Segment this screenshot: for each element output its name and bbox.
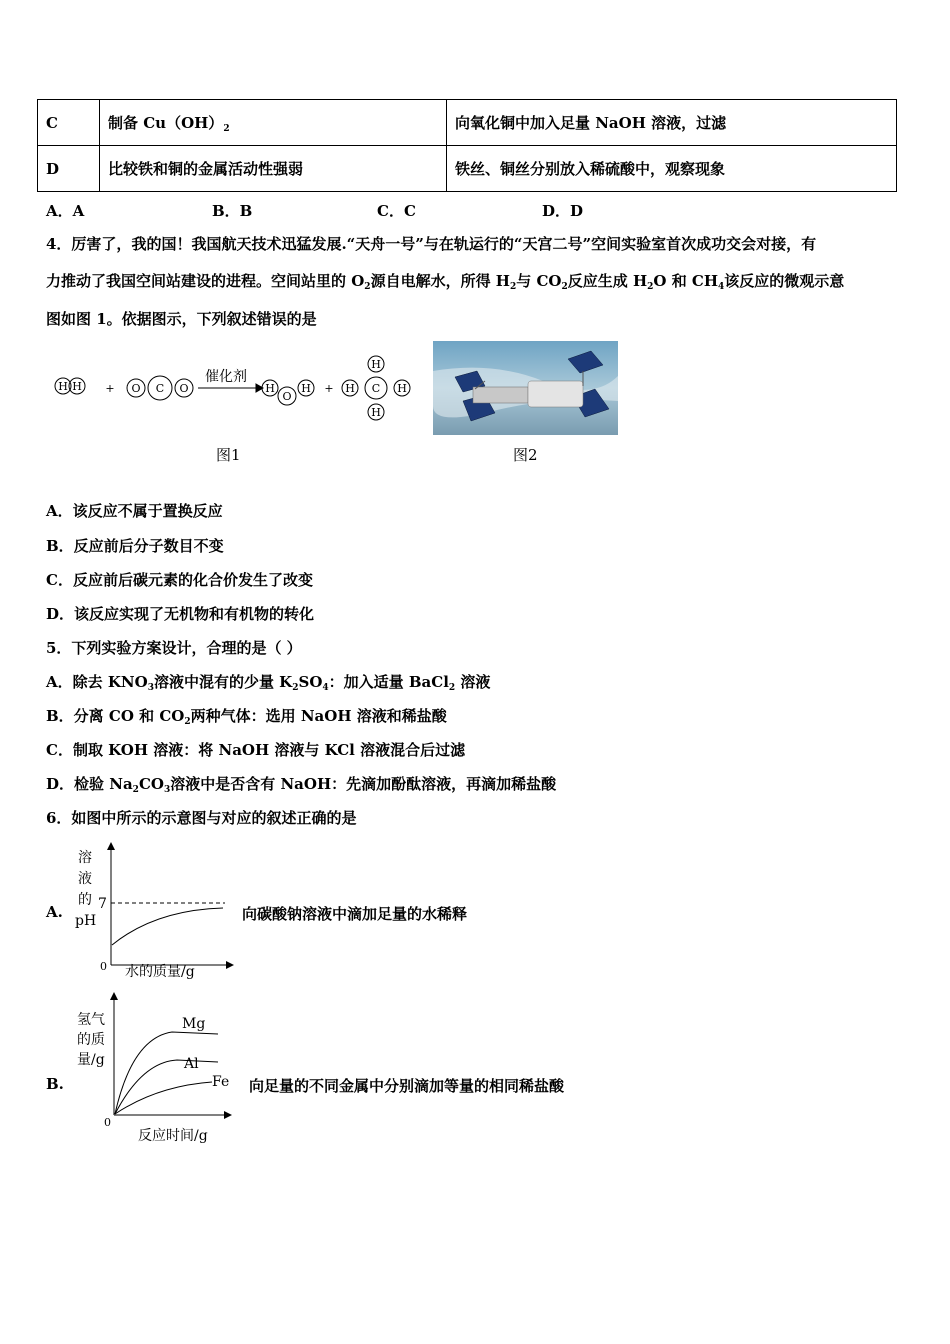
q6-option-a-label[interactable]: A. (46, 903, 63, 921)
svg-text:H: H (265, 382, 275, 395)
q5-option-d[interactable]: D．检验 $Na_2CO_3$溶液中是否含有 NaOH：先滴加酚酞溶液，再滴加稀盐酸 (46, 775, 557, 795)
y-tick-7: 7 (98, 896, 107, 912)
q3-option-b[interactable]: B．B (212, 202, 253, 220)
svg-text:+: + (324, 382, 334, 395)
svg-text:O: O (131, 382, 141, 395)
svg-text:C: C (155, 382, 165, 395)
series-label-fe: Fe (212, 1074, 230, 1090)
svg-text:H: H (72, 380, 82, 393)
catalyst-label: 催化剂 (205, 369, 247, 385)
y-label: 氢气 (77, 1012, 105, 1028)
row-label: D (38, 146, 100, 192)
q3-option-c[interactable]: C．C (377, 202, 416, 220)
svg-text:H: H (345, 382, 355, 395)
q5-option-b[interactable]: B．分离 CO 和 $CO_2$两种气体：选用 NaOH 溶液和稀盐酸 (46, 707, 447, 727)
q4-stem-line2: 力推动了我国空间站建设的进程。空间站里的 $O_2$源自电解水，所得 $H_2$与 $CO_2$反应生成 $H_2O$ 和 $CH_4$该反应的微观示意 (46, 272, 845, 292)
series-label-mg: Mg (182, 1016, 206, 1032)
y-label: pH (75, 913, 97, 929)
y-label: 的 (78, 892, 92, 908)
table-row (38, 100, 897, 146)
q5-option-a[interactable]: A．除去 $KNO_3$溶液中混有的少量 $K_2SO_4$：加入适量 BaCl$_2$ 溶液 (46, 673, 491, 693)
q6-stem: 6．如图中所示的示意图与对应的叙述正确的是 (46, 809, 357, 827)
q3-option-a[interactable]: A．A (46, 202, 85, 220)
q6-option-b-desc: 向足量的不同金属中分别滴加等量的相同稀盐酸 (249, 1077, 565, 1095)
q4-stem-line3: 图如图 1。依据图示，下列叙述错误的是 (46, 310, 317, 328)
hydrogen-mass-graph (72, 990, 242, 1145)
svg-text:O: O (179, 382, 189, 395)
q6-option-b-label[interactable]: B. (46, 1075, 64, 1093)
svg-text:H: H (301, 382, 311, 395)
origin-label: 0 (104, 1116, 111, 1129)
q3-option-d[interactable]: D．D (542, 202, 584, 220)
space-station-image (433, 341, 618, 435)
q5-stem: 5．下列实验方案设计，合理的是（ ） (46, 639, 302, 657)
svg-text:H: H (371, 406, 381, 419)
svg-text:H: H (371, 358, 381, 371)
svg-text:+: + (105, 382, 115, 395)
svg-text:H: H (397, 382, 407, 395)
figure1-caption: 图1 (216, 446, 241, 464)
x-label: 水的质量/g (125, 964, 195, 980)
row-task: 比较铁和铜的金属活动性强弱 (100, 146, 447, 192)
reaction-diagram (48, 350, 418, 430)
experiment-table (37, 99, 897, 192)
row-task: 制备 $Cu(OH)_2$ (100, 100, 447, 146)
svg-text:O: O (282, 390, 292, 403)
q4-option-a[interactable]: A．该反应不属于置换反应 (46, 502, 223, 520)
svg-text:C: C (371, 382, 381, 395)
svg-text:H: H (58, 380, 68, 393)
y-label: 量/g (77, 1052, 105, 1068)
table-row (38, 146, 897, 192)
row-method: 向氧化铜中加入足量 NaOH 溶液，过滤 (447, 100, 897, 146)
y-label: 溶 (78, 850, 92, 866)
q4-stem-line1: 4．厉害了，我的国！我国航天技术迅猛发展.“天舟一号”与在轨运行的“天宫二号”空间实验室首次成功交会对接，有 (46, 235, 817, 253)
figure2-caption: 图2 (513, 446, 538, 464)
x-label: 反应时间/g (138, 1128, 208, 1144)
q4-option-c[interactable]: C．反应前后碳元素的化合价发生了改变 (46, 571, 313, 589)
q4-option-b[interactable]: B．反应前后分子数目不变 (46, 537, 224, 555)
y-label: 液 (78, 871, 92, 887)
q4-option-d[interactable]: D．该反应实现了无机物和有机物的转化 (46, 605, 315, 623)
q5-option-c[interactable]: C．制取 KOH 溶液：将 NaOH 溶液与 KCl 溶液混合后过滤 (46, 741, 466, 759)
ph-dilution-graph (70, 840, 240, 980)
row-label: C (38, 100, 100, 146)
q6-option-a-desc: 向碳酸钠溶液中滴加足量的水稀释 (242, 905, 468, 923)
origin-label: 0 (100, 960, 107, 973)
series-label-al: Al (184, 1056, 199, 1072)
y-label: 的质 (77, 1032, 105, 1048)
row-method: 铁丝、铜丝分别放入稀硫酸中，观察现象 (447, 146, 897, 192)
